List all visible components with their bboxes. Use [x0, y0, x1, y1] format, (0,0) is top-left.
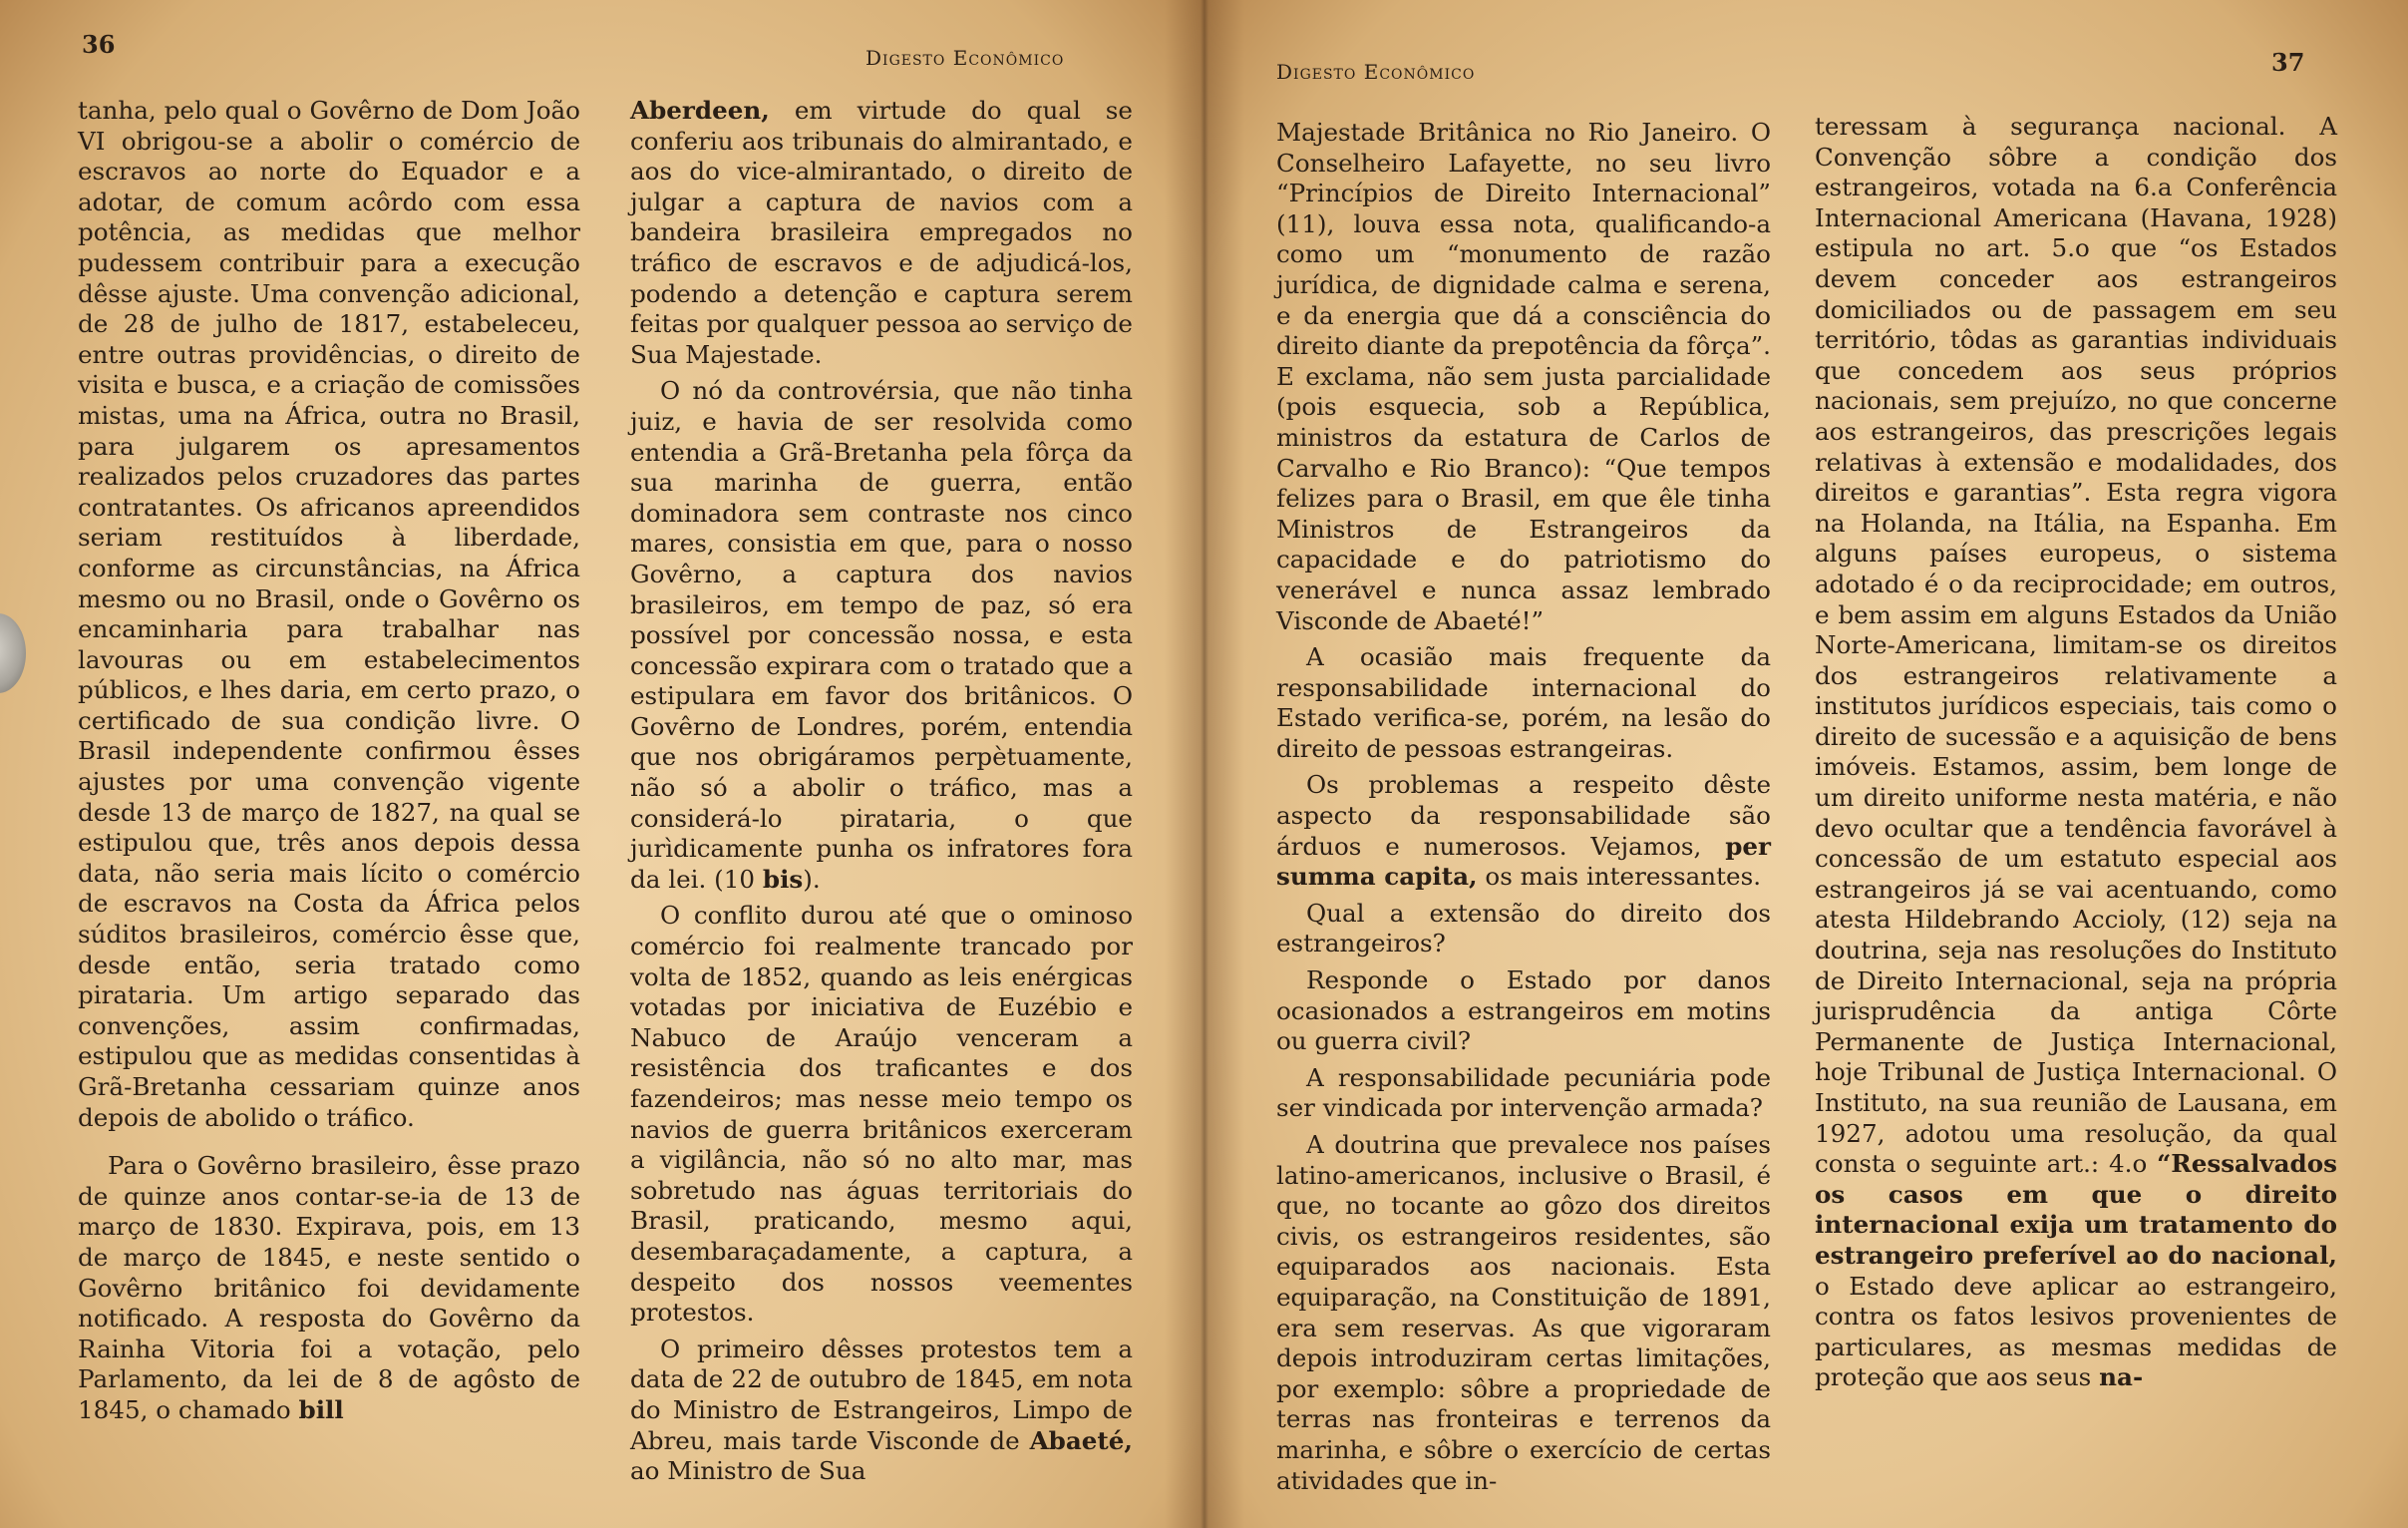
paragraph-text: os mais interessantes. — [1485, 862, 1762, 892]
paragraph-text: A responsabilidade pecuniária pode ser vindicada por intervenção armada? — [1276, 1062, 1771, 1123]
bold-text: per summa capita, — [1276, 831, 1771, 892]
right-page-column-1 — [1276, 118, 1771, 1496]
paragraph — [630, 1335, 1133, 1487]
bold-text: na- — [2099, 1362, 2144, 1392]
paragraph-text: ao Ministro de Sua — [630, 1456, 866, 1486]
bold-text: bill — [298, 1394, 344, 1424]
paragraph — [1815, 112, 2337, 1393]
paragraph — [1276, 899, 1771, 959]
paragraph — [1276, 118, 1771, 636]
paragraph-text: Qual a extensão do direito dos estrangeiros? — [1276, 898, 1771, 958]
paragraph-text: tanha, pelo qual o Govêrno de Dom João VI obrigou-se a abolir o comércio de escravos ao norte do Equador e a adotar, de comum acôrdo com essa potência, as medidas que melhor pudessem contribuir para a execução dêsse ajuste. Uma convenção adicional, de 28 de julho de 1817, estabeleceu, entre outras providências, o direito de visita e busca, e a criação de comissões mistas, uma na África, outra no Brasil, para julgarem os apresamentos realizados pelos cruzadores das partes contratantes. Os africanos apreendidos seriam restituídos à liberdade, conforme as circunstâncias, na África mesmo ou no Brasil, onde o Govêrno os encaminharia para trabalhar nas lavouras ou em estabelecimentos públicos, e lhes daria, em certo prazo, o certificado de sua condição livre. O Brasil independente confirmou êsses ajustes por uma convenção vigente desde 13 de março de 1827, na qual se estipulou que, três anos depois dessa data, não seria mais lícito o comércio de escravos na Costa da África pelos súditos brasileiros, comércio êsse que, desde então, seria tratado como pirataria. Um artigo separado das convenções, assim confirmadas, estipulou que as medidas consentidas à Grã-Bretanha cessariam quinze anos depois de abolido o tráfico. — [78, 96, 580, 1132]
paragraph-text: A doutrina que prevalece nos países latino-americanos, inclusive o Brasil, é que, no tocante ao gôzo dos direitos civis, os estrangeiros residentes, são equiparados aos nacionais. Esta equiparação, na Constituição de 1891, era sem reservas. As que vigoraram depois introduziram certas limitações, por exemplo: sôbre a propriedade de terras nas fronteiras e terrenos da marinha, e sôbre o exercício de certas atividades que in- — [1276, 1130, 1771, 1495]
paragraph — [630, 901, 1133, 1328]
bold-text: “Ressalvados os casos em que o direito internacional exija um tratamento do estrangeiro preferível ao do nacional, — [1815, 1149, 2337, 1270]
paragraph-text: o Estado deve aplicar ao estrangeiro, contra os fatos lesivos provenientes de particulares, as mesmas medidas de proteção que aos seus — [1815, 1271, 2337, 1392]
paragraph-text: ). — [803, 864, 821, 894]
paragraph-text: Para o Govêrno brasileiro, êsse prazo de quinze anos contar-se-ia de 13 de março de 1830. Expirava, pois, em 13 de março de 1845, e neste sentido o Govêrno britânico foi devidamente notificado. A resposta do Govêrno da Rainha Vitoria foi a votação, pelo Parlamento, da lei de 8 de agôsto de 1845, o chamado — [78, 1151, 580, 1424]
right-page-column-2 — [1815, 112, 2337, 1393]
paragraph-text: Responde o Estado por danos ocasionados a estrangeiros em motins ou guerra civil? — [1276, 965, 1771, 1056]
left-page-column-2 — [630, 96, 1133, 1487]
bold-text: Abaeté, — [1029, 1425, 1133, 1455]
paragraph-text: O conflito durou até que o ominoso comércio foi realmente trancado por volta de 1852, quando as leis enérgicas votadas por iniciativa de Euzébio e Nabuco de Araújo venceram a resistência dos traficantes e dos fazendeiros; mas nesse meio tempo os navios de guerra britânicos exerceram a vigilância, não só no alto mar, mas sobretudo nas águas territoriais do Brasil, praticando, mesmo aqui, desembaraçadamente, a captura, a despeito dos nossos veementes protestos. — [630, 901, 1133, 1328]
bold-text: Aberdeen, — [630, 96, 770, 125]
paragraph — [78, 96, 580, 1133]
page-number-right: 37 — [2271, 48, 2305, 77]
paragraph-text: teressam à segurança nacional. A Convenção sôbre a condição dos estrangeiros, votada na 6.a Conferência Internacional Americana (Havana, 1928) estipula no art. 5.o que “os Estados devem conceder aos estrangeiros domiciliados ou de passagem em seu território, tôdas as garantias individuais que concedem aos seus próprios nacionais, sem prejuízo, no que concerne aos estrangeiros, das prescrições legais relativas à extensão e modalidades, dos direitos e garantias”. Esta regra vigora na Holanda, na Itália, na Espanha. Em alguns países europeus, o sistema adotado é o da reciprocidade; em outros, e bem assim em alguns Estados da União Norte-Americana, limitam-se os direitos dos estrangeiros relativamente a institutos jurídicos especiais, tais como o direito de sucessão e a aquisição de bens imóveis. Estamos, assim, bem longe de um direito uniforme nesta matéria, e não devo ocultar que a tendência favorável à concessão de um estatuto especial aos estrangeiros já se vai acentuando, como atesta Hildebrando Accioly, (12) seja na doutrina, seja nas resoluções do Instituto de Direito Internacional, seja na própria jurisprudência da antiga Côrte Permanente de Justiça Internacional, hoje Tribunal de Justiça Internacional. O Instituto, na sua reunião de Lausana, em 1927, adotou uma resolução, da qual consta o seguinte art.: 4.o — [1815, 112, 2337, 1179]
paragraph-text: Majestade Britânica no Rio Janeiro. O Conselheiro Lafayette, no seu livro “Princípios de Direito Internacional” (11), louva essa nota, qualificando-a como um “monumento de razão jurídica, de dignidade calma e serena, e da energia que dá a consciência do direito diante da prepotência da fôrça”. E exclama, não sem justa parcialidade (pois esquecia, sob a República, ministros da estatura de Carlos de Carvalho e Rio Branco): “Que tempos felizes para o Brasil, em que êle tinha Ministros de Estrangeiros da capacidade e do patriotismo do venerável e nunca assaz lembrado Visconde de Abaeté!” — [1276, 118, 1771, 635]
paragraph — [1276, 1130, 1771, 1496]
right-page — [1204, 0, 2408, 1528]
binding-hole — [0, 613, 26, 693]
paragraph — [630, 96, 1133, 370]
page-number-left: 36 — [82, 30, 116, 59]
left-page-column-1 — [78, 96, 580, 1426]
paragraph — [1276, 770, 1771, 892]
bold-text: bis — [762, 864, 804, 894]
paragraph-text: Os problemas a respeito dêste aspecto da responsabilidade são árduos e numerosos. Vejamos, — [1276, 770, 1771, 861]
paragraph — [1276, 965, 1771, 1057]
paragraph — [630, 376, 1133, 895]
paragraph — [1276, 1063, 1771, 1124]
paragraph-text: A ocasião mais frequente da responsabilidade internacional do Estado verifica-se, porém, na lesão do direito de pessoas estrangeiras. — [1276, 642, 1771, 763]
paragraph-text: em virtude do qual se conferiu aos tribunais do almirantado, e aos do vice-almirantado, o direito de julgar a captura de navios com a bandeira brasileira empregados no tráfico de escravos e de adjudicá-los, podendo a detenção e captura serem feitas por qualquer pessoa ao serviço de Sua Majestade. — [630, 96, 1133, 369]
paragraph-text: O primeiro dêsses protestos tem a data de 22 de outubro de 1845, em nota do Ministro de Estrangeiros, Limpo de Abreu, mais tarde Visconde de — [630, 1334, 1133, 1455]
paragraph — [78, 1151, 580, 1425]
running-head-left: Digesto Econômico — [865, 46, 1065, 70]
paragraph-text: O nó da controvérsia, que não tinha juiz, e havia de ser resolvida como entendia a Grã-Bretanha pela fôrça da sua marinha de guerra, então dominadora sem contraste nos cinco mares, consistia em que, para o nosso Govêrno, a captura dos navios brasileiros, em tempo de paz, só era possível por concessão nossa, e esta concessão expirara com o tratado que a estipulara em favor dos britânicos. O Govêrno de Londres, porém, entendia que nos obrigáramos perpètuamente, não só a abolir o tráfico, mas a considerá-lo pirataria, o que jurìdicamente punha os infratores fora da lei. (10 — [630, 376, 1133, 894]
paragraph — [1276, 642, 1771, 764]
running-head-right: Digesto Econômico — [1276, 60, 1476, 84]
